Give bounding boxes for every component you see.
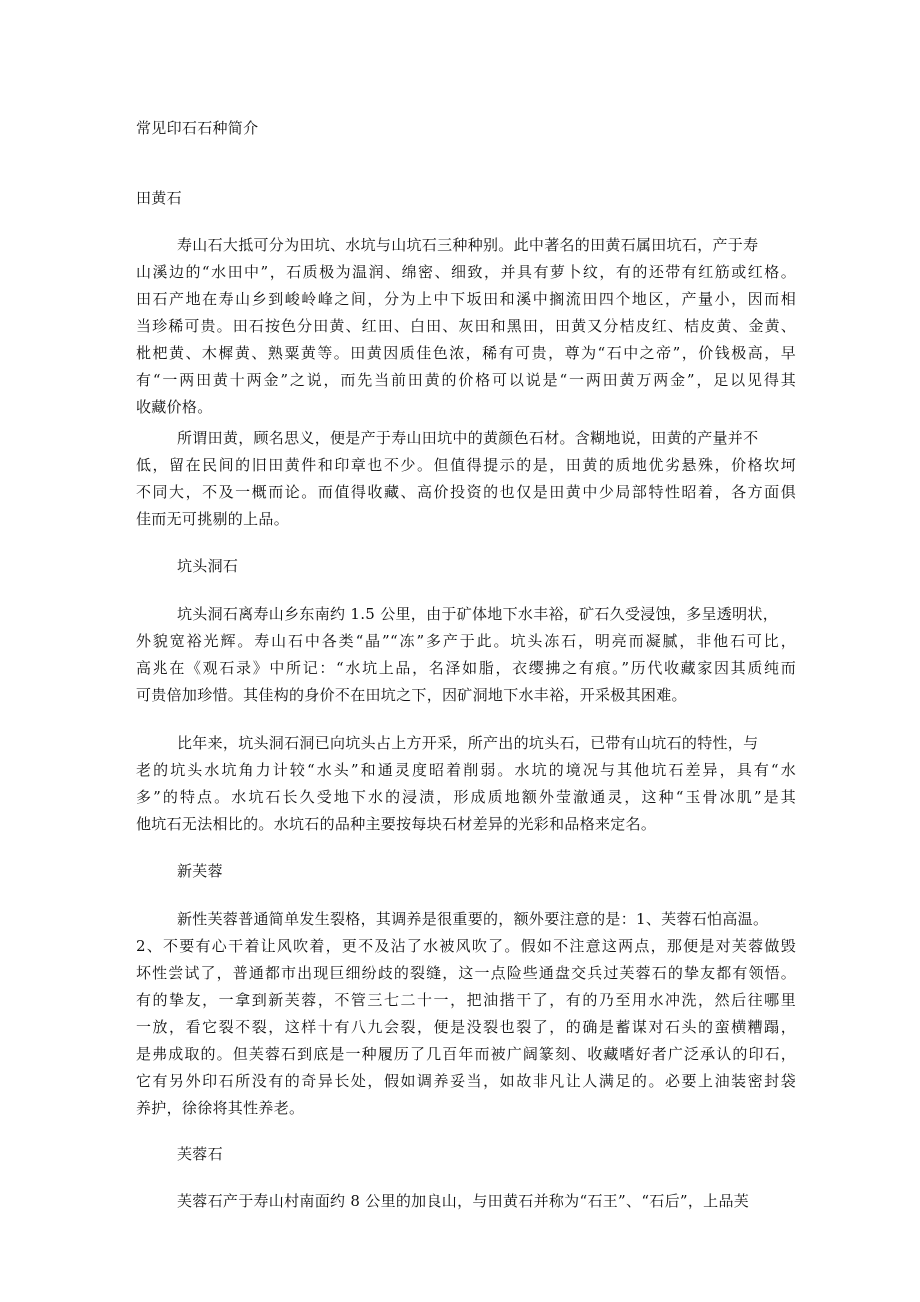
paragraph-line: 山溪边的“水田中”，石质极为温润、绵密、细致，并具有萝卜纹，有的还带有红筋或红格。 [136,263,796,281]
paragraph-line: 当珍稀可贵。田石按色分田黄、红田、白田、灰田和黑田，田黄又分桔皮红、桔皮黄、金黄、 [136,317,796,335]
paragraph-line: 低，留在民间的旧田黄件和印章也不少。但值得提示的是，田黄的质地优劣悬殊，价格坎坷 [136,456,796,474]
paragraph-line: 养护，徐徐将其性养老。 [136,1099,305,1117]
paragraph-line: 新性芙蓉普通简单发生裂格，其调养是很重要的，额外要注意的是：1、芙蓉石怕高温。 [177,910,769,928]
section-heading: 新芙蓉 [177,862,223,880]
document-title: 常见印石石种简介 [136,119,259,137]
paragraph-line: 寿山石大抵可分为田坑、水坑与山坑石三种种别。此中著名的田黄石属田坑石，产于寿 [177,236,759,254]
paragraph-line: 不同大，不及一概而论。而值得收藏、高价投资的也仅是田黄中少局部特性昭着，各方面俱 [136,483,796,501]
paragraph-line: 老的坑头水坑角力计较“水头”和通灵度昭着削弱。水坑的境况与其他坑石差异，具有“水 [136,761,796,779]
paragraph-line: 收藏价格。 [136,398,213,416]
paragraph-line: 田石产地在寿山乡到峻岭峰之间，分为上中下坂田和溪中搁流田四个地区，产量小，因而相 [136,290,796,308]
section-heading: 芙蓉石 [177,1145,223,1163]
paragraph-line: 坏性尝试了，普通都市出现巨细纷歧的裂缝，这一点险些通盘交兵过芙蓉石的挚友都有领悟。 [136,964,796,982]
paragraph-line: 佳而无可挑剔的上品。 [136,510,290,528]
paragraph-line: 可贵倍加珍惜。其佳构的身价不在田坑之下，因矿洞地下水丰裕，开采极其困难。 [136,686,687,704]
paragraph-line: 它有另外印石所没有的奇异长处，假如调养妥当，如故非凡让人满足的。必要上油装密封袋 [136,1072,796,1090]
paragraph-line: 他坑石无法相比的。水坑石的品种主要按每块石材差异的光彩和品格来定名。 [136,815,657,833]
paragraph-line: 枇杷黄、木樨黄、熟粟黄等。田黄因质佳色浓，稀有可贵，尊为“石中之帝”，价钱极高，早 [136,344,796,362]
paragraph-line: 所谓田黄，顾名思义，便是产于寿山田坑中的黄颜色石材。含糊地说，田黄的产量并不 [177,429,759,447]
paragraph-line: 坑头洞石离寿山乡东南约 1.5 公里，由于矿体地下水丰裕，矿石久受浸蚀，多呈透明状， [177,605,778,623]
paragraph-line: 有的挚友，一拿到新芙蓉，不管三七二十一，把油揩干了，有的乃至用水冲洗，然后往哪里 [136,991,796,1009]
paragraph-line: 2、不要有心干着让风吹着，更不及沾了水被风吹了。假如不注意这两点，那便是对芙蓉做毁 [136,937,796,955]
paragraph-line: 芙蓉石产于寿山村南面约 8 公里的加良山，与田黄石并称为“石王”、“石后”，上品芙 [177,1192,750,1210]
section-heading: 田黄石 [136,189,182,207]
paragraph-line: 比年来，坑头洞石洞已向坑头占上方开采，所产出的坑头石，已带有山坑石的特性，与 [177,734,759,752]
paragraph-line: 高兆在《观石录》中所记：“水坑上品，名泽如脂，衣缨拂之有痕。”历代收藏家因其质纯而 [136,659,796,677]
paragraph-line: 多”的特点。水坑石长久受地下水的浸渍，形成质地额外莹澈通灵，这种“玉骨冰肌”是其 [136,788,796,806]
section-heading: 坑头洞石 [177,557,239,575]
paragraph-line: 是弗成取的。但芙蓉石到底是一种履历了几百年而被广阔篆刻、收藏嗜好者广泛承认的印石， [136,1045,796,1063]
paragraph-line: 一放，看它裂不裂，这样十有八九会裂，便是没裂也裂了，的确是蓄谋对石头的蛮横糟蹋， [136,1018,796,1036]
paragraph-line: 外貌宽裕光辉。寿山石中各类“晶”“冻”多产于此。坑头冻石，明亮而凝腻，非他石可比， [136,632,796,650]
paragraph-line: 有“一两田黄十两金”之说，而先当前田黄的价格可以说是“一两田黄万两金”，足以见得其 [136,371,796,389]
